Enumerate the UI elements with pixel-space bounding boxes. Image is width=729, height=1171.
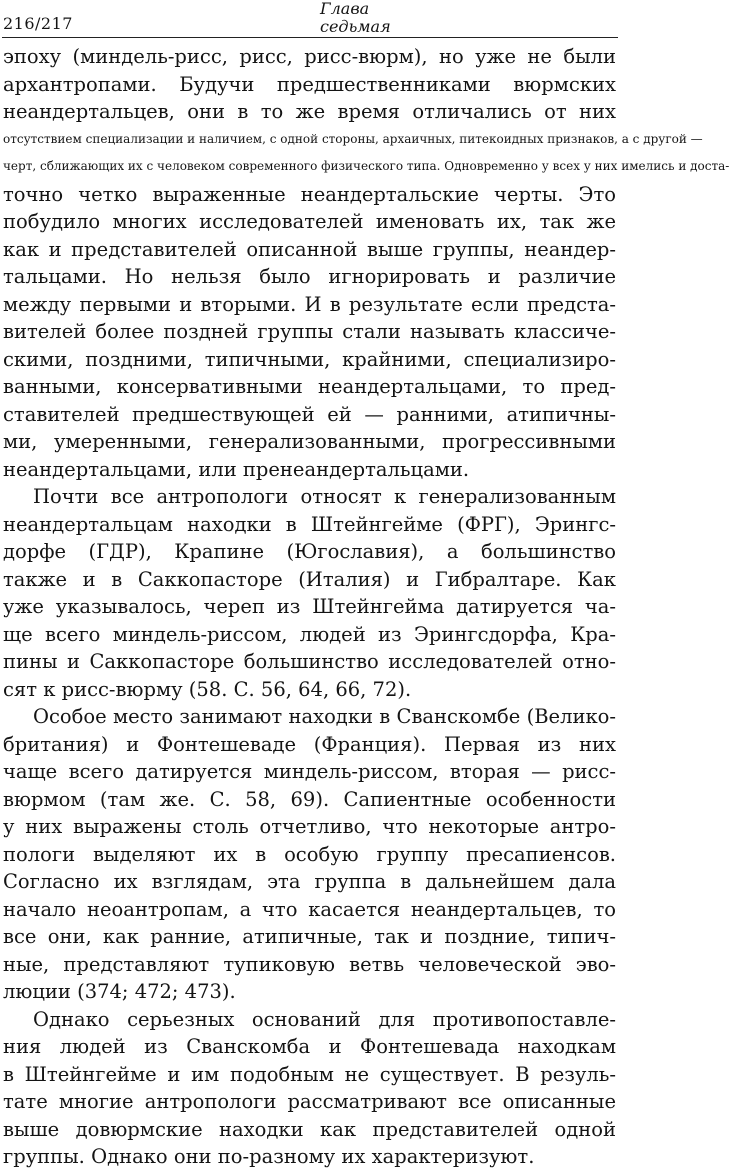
text-line: черт, сближающих их с человеком современного физического типа. Одновременно у всех у них имелись и доста-: [3, 159, 729, 173]
text-line: дорфе (ГДР), Крапине (Югославия), а большинство: [3, 540, 616, 563]
text-line: вюрмом (там же. С. 58, 69). Сапиентные особенности: [3, 787, 616, 811]
chapter-heading: [320, 0, 391, 36]
chapter-number: седьмая: [320, 17, 391, 36]
running-header: [0, 0, 620, 40]
text-line: пологи выделяют их в особую группу пресапиенсов.: [3, 842, 616, 866]
text-line: также и в Саккопасторе (Италия) и Гибралтаре. Как: [3, 567, 616, 591]
text-line: скими, поздними, типичными, крайними, специализиро-: [3, 347, 616, 371]
text-line: неандертальцев, они в то же время отличались от них: [3, 100, 616, 123]
text-line: выше довюрмские находки как представителей одной: [3, 1117, 616, 1141]
text-line: неандертальцам находки в Штейнгейме (ФРГ), Эрингс-: [3, 512, 616, 536]
text-line: Однако серьезных оснований для противопоставле-: [33, 1007, 616, 1031]
text-line: ния людей из Сванскомба и Фонтешевада находкам: [3, 1035, 616, 1058]
text-line: люции (374; 472; 473).: [3, 980, 236, 1003]
body-text: [0, 43, 729, 1171]
text-line: ще всего миндель-риссом, людей из Эрингсдорфа, Кра-: [3, 622, 616, 646]
text-line: группы. Однако они по-разному их характеризуют.: [3, 1145, 535, 1168]
text-line: между первыми и вторыми. И в результате если предста-: [3, 292, 616, 316]
page-number: 216/217: [3, 14, 73, 33]
text-line: Особое место занимают находки в Сванскомбе (Велико-: [33, 705, 616, 728]
text-line: точно четко выраженные неандертальские черты. Это: [3, 182, 616, 206]
text-line: как и представителей описанной выше группы, неандер-: [3, 237, 616, 261]
text-line: чаще всего датируется миндель-риссом, вторая — рисс-: [3, 760, 616, 783]
header-rule: [2, 37, 618, 38]
text-line: в Штейнгейме и им подобным не существует. В резуль-: [3, 1062, 616, 1086]
text-line: Согласно их взглядам, эта группа в дальнейшем дала: [3, 870, 616, 893]
chapter-label: Глава: [320, 0, 370, 18]
text-line: британия) и Фонтешеваде (Франция). Первая из них: [3, 732, 616, 756]
text-line: архантропами. Будучи предшественниками вюрмских: [3, 72, 616, 96]
paragraph: [0, 703, 620, 1006]
text-line: ванными, консервативными неандертальцами, то пред-: [3, 375, 616, 398]
text-line: пины и Саккопасторе большинство исследователей отно-: [3, 650, 616, 673]
text-line: уже указывалось, череп из Штейнгейма датируется ча-: [3, 595, 616, 618]
text-line: эпоху (миндель-рисс, рисс, рисс-вюрм), но уже не были: [3, 45, 616, 68]
text-line: сят к рисс-вюрму (58. С. 56, 64, 66, 72).: [3, 677, 412, 701]
text-line: тате многие антропологи рассматривают все описанные: [3, 1090, 616, 1113]
text-line: отсутствием специализации и наличием, с одной стороны, архаичных, питекоидных признаков, а с другой —: [3, 131, 703, 146]
text-line: вителей более поздней группы стали называть классиче-: [3, 320, 616, 343]
text-line: ставителей предшествующей ей — ранними, атипичны-: [3, 402, 616, 426]
paragraph: [0, 483, 620, 703]
text-line: Почти все антропологи относят к генерализованным: [33, 485, 616, 508]
text-line: начало неоантропам, а что касается неандертальцев, то: [3, 897, 616, 921]
text-line: тальцами. Но нельзя было игнорировать и различие: [3, 265, 616, 288]
paragraph: [0, 43, 729, 483]
text-line: ные, представляют тупиковую ветвь человеческой эво-: [3, 952, 616, 976]
text-line: у них выражены столь отчетливо, что некоторые антро-: [3, 815, 616, 838]
text-line: неандертальцами, или пренеандертальцами.: [3, 457, 470, 481]
text-line: побудило многих исследователей именовать их, так же: [3, 210, 616, 233]
paragraph: [0, 1006, 620, 1171]
text-line: все они, как ранние, атипичные, так и поздние, типич-: [3, 925, 616, 948]
text-line: ми, умеренными, генерализованными, прогрессивными: [3, 430, 616, 453]
